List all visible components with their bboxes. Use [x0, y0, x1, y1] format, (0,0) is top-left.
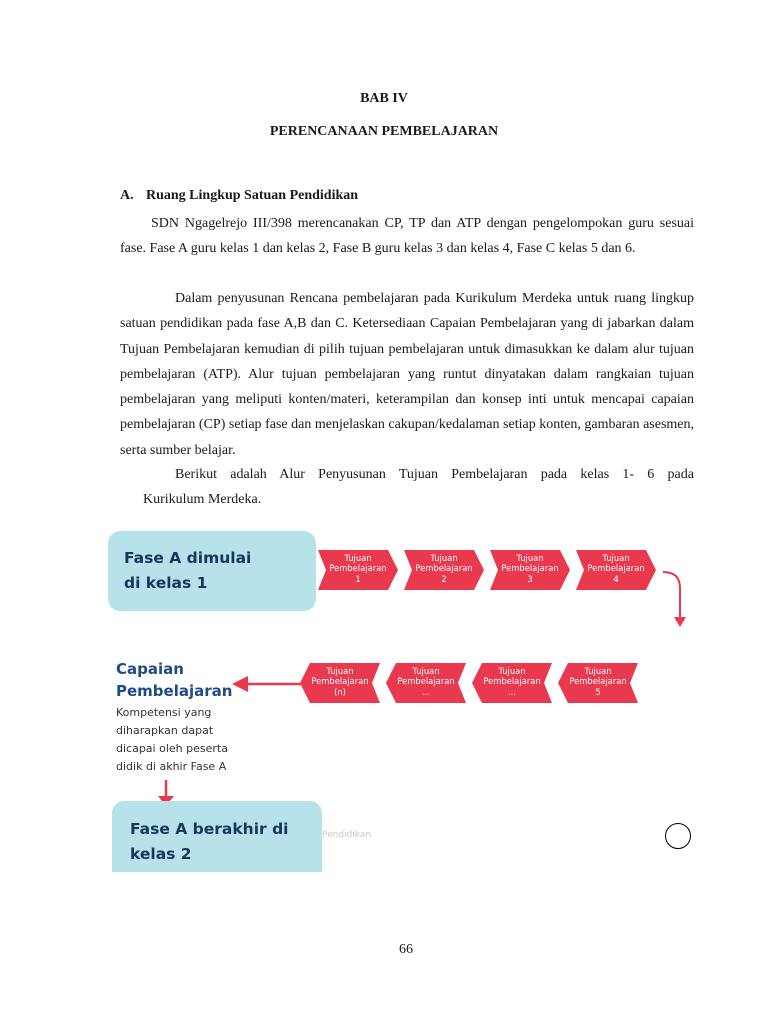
start-box-title: Fase A dimulai di kelas 1 — [124, 549, 252, 592]
tp-step-5: Tujuan Pembelajaran 5 — [558, 663, 638, 703]
faded-caption: Pendidikan — [322, 830, 372, 840]
section-heading — [120, 188, 358, 204]
tp-step-2: Tujuan Pembelajaran 2 — [404, 550, 484, 590]
tp-step-3: Tujuan Pembelajaran 3 — [490, 550, 570, 590]
atp-flow-diagram — [108, 530, 694, 872]
chapter-title: PERENCANAAN PEMBELAJARAN — [269, 124, 499, 139]
paragraph-3-continued: Kurikulum Merdeka. — [143, 492, 262, 507]
tp-step-4: Tujuan Pembelajaran 4 — [576, 550, 656, 590]
paragraph-3: Berikut adalah Alur Penyusunan Tujuan Pembelajaran pada kelas 1- 6 pada — [175, 467, 694, 482]
chapter-heading: BAB IV — [360, 91, 408, 106]
capaian-pembelajaran-description: Kompetensi yang diharapkan dapat dicapai oleh peserta didik di akhir Fase A — [116, 706, 228, 773]
paragraph-1: SDN Ngagelrejo III/398 merencanakan CP, TP dan ATP dengan pengelompokan guru sesuai fase. Fase A guru kelas 1 dan kelas 2, Fase B guru kelas 3 dan kelas 4, Fase C kelas 5 dan 6. — [120, 216, 694, 257]
end-box-title: Fase A berakhir di kelas 2 — [130, 820, 289, 863]
tp-step-ellipsis-a: Tujuan Pembelajaran ... — [386, 663, 466, 703]
section-title: Ruang Lingkup Satuan Pendidikan — [146, 188, 359, 203]
paragraph-2: Dalam penyusunan Rencana pembelajaran pada Kurikulum Merdeka untuk ruang lingkup satuan pendidikan pada fase A,B dan C. Ketersediaan Capaian Pembelajaran yang di jabarkan dalam Tujuan Pembelajaran kemudian di pilih tujuan pembelajaran untuk dimasukkan ke dalam alur tujuan pembelajaran (ATP). Alur tujuan pembelajaran yang runtut dinyatakan dalam rangkaian tujuan pembelajaran yang meliputi konten/materi, keterampilan dan konsep inti untuk mencapai capaian pembelajaran (CP) setiap fase dan menjelaskan cakupan/kedalaman setiap konten, gambaran asesmen, serta sumber belajar. — [120, 291, 694, 458]
tp-step-1: Tujuan Pembelajaran 1 — [318, 550, 398, 590]
capaian-pembelajaran-title: Capaian Pembelajaran — [116, 660, 233, 700]
page-number: 66 — [399, 942, 413, 957]
tp-step-n: Tujuan Pembelajaran (n) — [300, 663, 380, 703]
section-number: A. — [120, 188, 134, 203]
circle-mark — [665, 823, 691, 849]
tp-step-ellipsis-b: Tujuan Pembelajaran ... — [472, 663, 552, 703]
end-box — [112, 801, 322, 872]
